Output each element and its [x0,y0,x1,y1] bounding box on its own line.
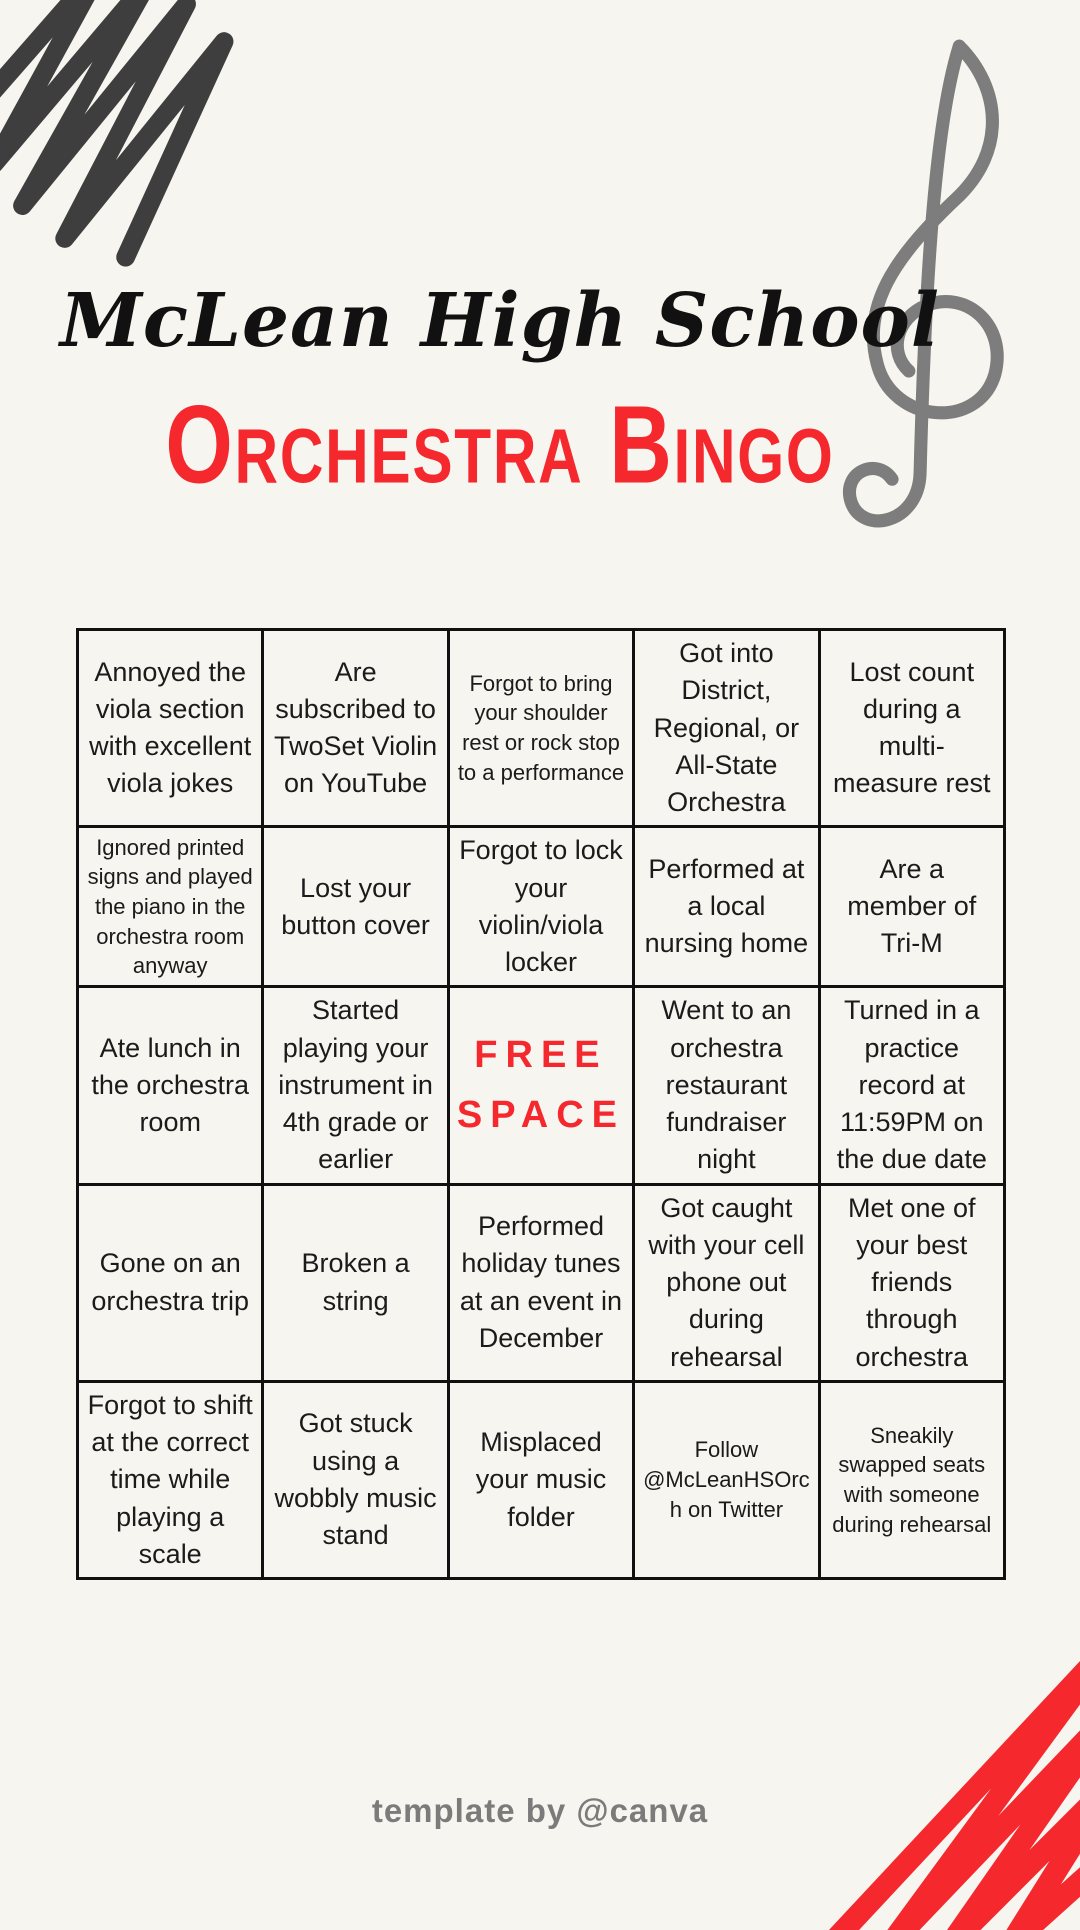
bingo-cell: Sneakily swapped seats with someone during rehearsal [819,1381,1004,1578]
bingo-cell: Forgot to lock your violin/viola locker [448,827,633,987]
bingo-cell: Lost count during a multi-measure rest [819,630,1004,827]
bingo-row [78,1184,1005,1381]
bingo-cell: Ate lunch in the orchestra room [78,987,263,1184]
bingo-cell: Got caught with your cell phone out during rehearsal [634,1184,819,1381]
bingo-cell: Went to an orchestra restaurant fundraiser night [634,987,819,1184]
bingo-cell: Performed holiday tunes at an event in December [448,1184,633,1381]
marker-scribble-red-icon [775,1610,1080,1930]
bingo-grid [76,628,1006,1580]
bingo-cell: Got into District, Regional, or All-State Orchestra [634,630,819,827]
school-name: McLean High School [59,278,941,364]
bingo-cell: Met one of your best friends through orchestra [819,1184,1004,1381]
bingo-cell: Gone on an orchestra trip [78,1184,263,1381]
bingo-cell: Started playing your instrument in 4th grade or earlier [263,987,448,1184]
bingo-cell: Got stuck using a wobbly music stand [263,1381,448,1578]
bingo-cell: Follow @McLeanHSOrch on Twitter [634,1381,819,1578]
bingo-row [78,630,1005,827]
bingo-cell: Turned in a practice record at 11:59PM on the due date [819,987,1004,1184]
bingo-cell: Misplaced your music folder [448,1381,633,1578]
bingo-cell: Forgot to shift at the correct time while playing a scale [78,1381,263,1578]
bingo-cell: Performed at a local nursing home [634,827,819,987]
bingo-cell-free-space: FREE SPACE [448,987,633,1184]
bingo-cell: Forgot to bring your shoulder rest or rock stop to a performance [448,630,633,827]
bingo-row [78,827,1005,987]
bingo-cell: Lost your button cover [263,827,448,987]
header [0,0,1000,507]
bingo-cell: Broken a string [263,1184,448,1381]
bingo-cell: Annoyed the viola section with excellent viola jokes [78,630,263,827]
bingo-cell: Are a member of Tri-M [819,827,1004,987]
page-title: Orchestra Bingo [165,383,835,507]
bingo-cell: Ignored printed signs and played the piano in the orchestra room anyway [78,827,263,987]
bingo-row [78,1381,1005,1578]
bingo-row [78,987,1005,1184]
credit-text: template by @canva [371,1792,709,1829]
bingo-cell: Are subscribed to TwoSet Violin on YouTube [263,630,448,827]
